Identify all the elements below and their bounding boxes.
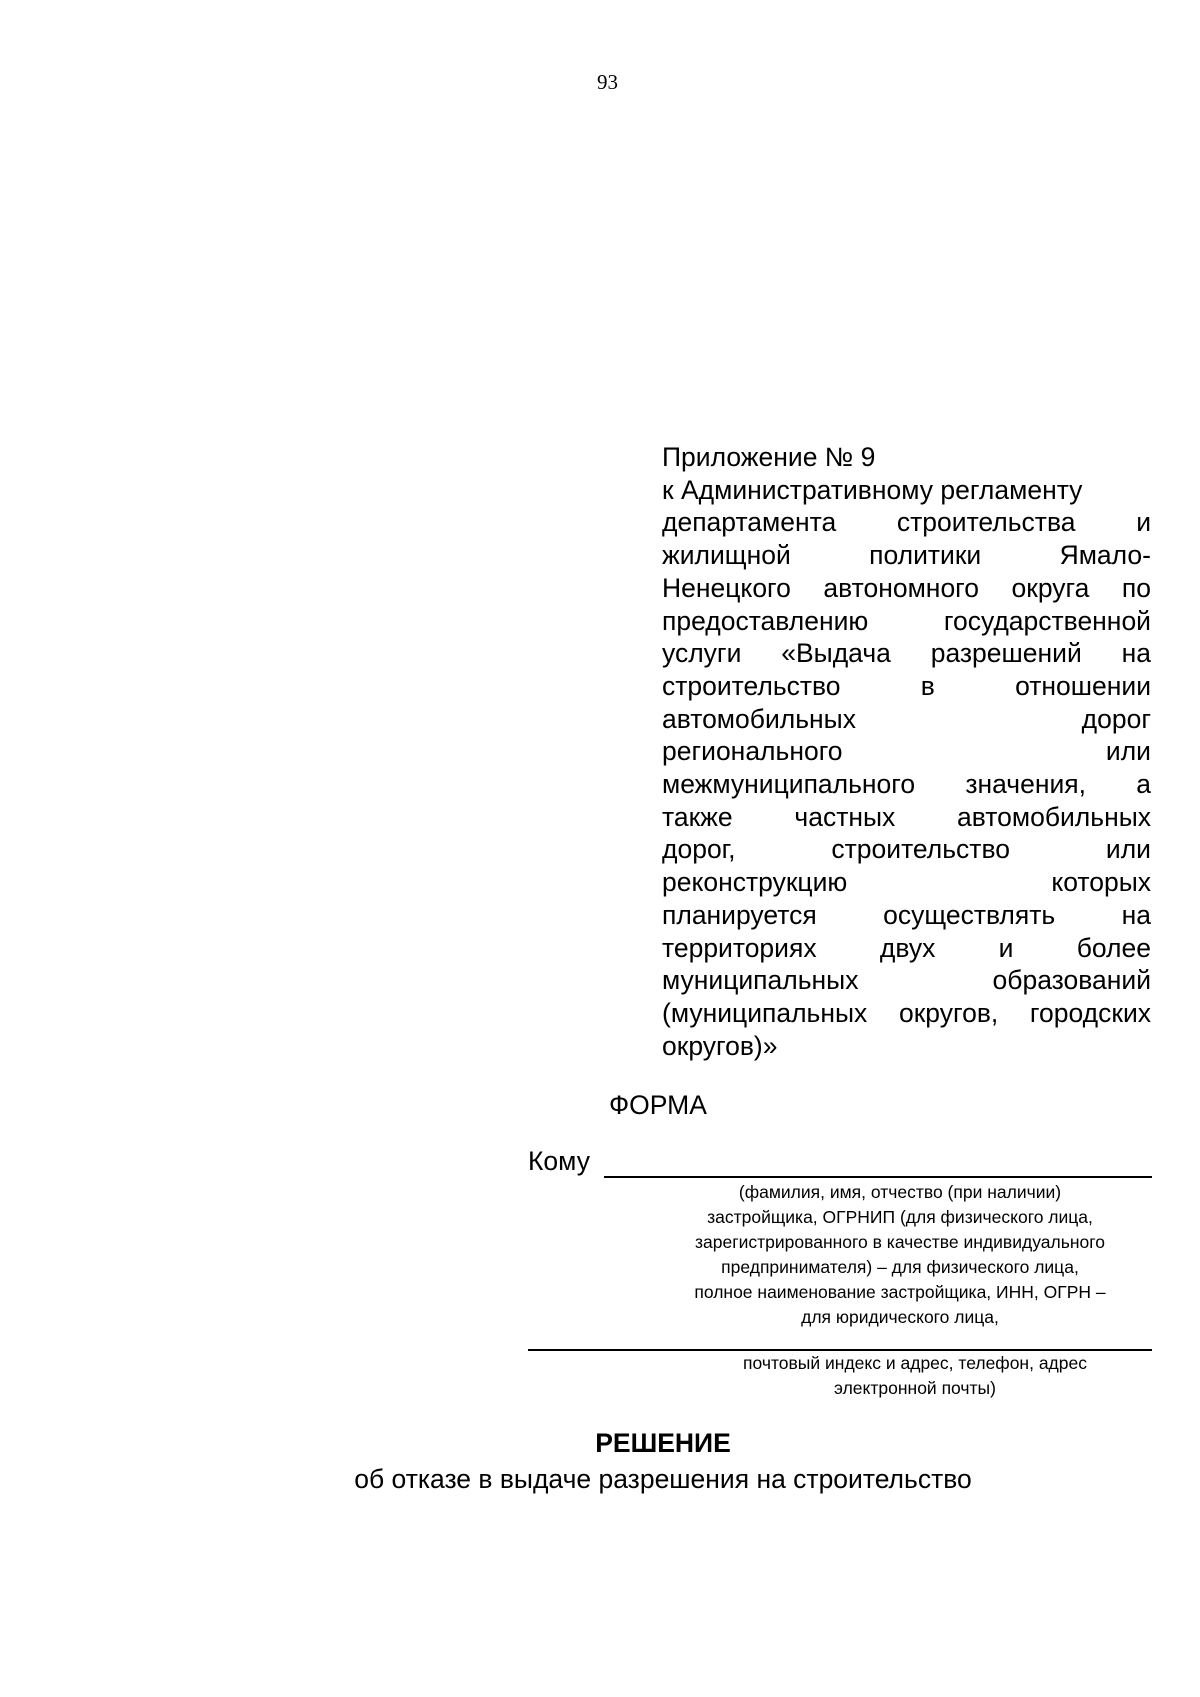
appendix-word: а (1136, 769, 1151, 800)
recipient-hint (650, 1180, 1150, 1330)
recipient-hint-line: (фамилия, имя, отчество (при наличии) (738, 1182, 1062, 1202)
appendix-word: которых (1051, 867, 1151, 898)
appendix-word: планируется (662, 899, 817, 930)
appendix-line: к Административному регламенту (662, 474, 1083, 505)
appendix-word: дорог (1081, 703, 1151, 734)
recipient-blank-line (604, 1176, 1152, 1178)
address-hint-line: почтовый индекс и адрес, телефон, адрес (743, 1353, 1087, 1373)
appendix-line (662, 964, 1151, 997)
appendix-word: Ненецкого (662, 572, 791, 603)
appendix-line (662, 506, 1151, 539)
appendix-word: государственной (943, 605, 1151, 636)
recipient-label: Кому (528, 1146, 590, 1176)
appendix-word: Ямало- (1059, 540, 1151, 571)
address-hint-line: электронной почты) (834, 1378, 996, 1398)
appendix-word: жилищной (662, 540, 791, 571)
appendix-word: межмуниципального (662, 769, 916, 800)
appendix-word: двух (879, 932, 936, 963)
appendix-word: отношении (1015, 670, 1151, 701)
recipient-hint-line: застройщика, ОГРНИП (для физического лица, (707, 1207, 1093, 1227)
appendix-word: также (662, 801, 733, 832)
appendix-word: осуществлять (883, 899, 1056, 930)
appendix-word: департамента (662, 507, 837, 538)
appendix-word: или (1105, 834, 1151, 865)
appendix-word: строительство (662, 670, 841, 701)
appendix-word: автономного (823, 572, 980, 603)
appendix-line (662, 572, 1151, 605)
appendix-line (662, 932, 1151, 965)
appendix-word: политики (869, 540, 982, 571)
appendix-word: частных (794, 801, 896, 832)
appendix-word: территориях (662, 932, 817, 963)
recipient-hint-line: полное наименование застройщика, ИНН, ОГРН – (694, 1282, 1106, 1302)
recipient-hint-line: зарегистрированного в качестве индивидуального (695, 1232, 1105, 1252)
appendix-line (662, 703, 1151, 736)
appendix-word: автомобильных (662, 703, 856, 734)
appendix-line (662, 997, 1151, 1030)
appendix-word: муниципальных (662, 965, 859, 996)
appendix-word: или (1105, 736, 1151, 767)
appendix-line: округов)» (662, 1030, 778, 1061)
form-label: ФОРМА (609, 1090, 707, 1120)
appendix-word: образований (992, 965, 1151, 996)
appendix-word: более (1076, 932, 1151, 963)
appendix-word: и (1136, 507, 1151, 538)
appendix-word: предоставлению (662, 605, 869, 636)
appendix-word: на (1121, 899, 1151, 930)
appendix-line (662, 735, 1151, 768)
appendix-word: регионального (662, 736, 843, 767)
appendix-word: и (998, 932, 1014, 963)
appendix-word: городских (1029, 997, 1151, 1028)
appendix-header (662, 441, 1151, 1062)
appendix-word: округов, (898, 997, 999, 1028)
appendix-word: автомобильных (957, 801, 1151, 832)
appendix-word: значения, (965, 769, 1086, 800)
appendix-word: округа (1011, 572, 1090, 603)
appendix-word: услуги (662, 638, 742, 669)
appendix-word: дорог, (662, 834, 736, 865)
decision-subtitle: об отказе в выдаче разрешения на строительство (354, 1464, 972, 1494)
appendix-line (662, 801, 1151, 834)
appendix-line (662, 637, 1151, 670)
appendix-word: на (1121, 638, 1151, 669)
appendix-word: реконструкцию (662, 867, 848, 898)
appendix-word: разрешений (930, 638, 1082, 669)
appendix-word: «Выдача (781, 638, 891, 669)
appendix-word: в (920, 670, 935, 701)
appendix-line (662, 539, 1151, 572)
page-number: 93 (597, 70, 618, 94)
appendix-line (662, 605, 1151, 638)
appendix-word: по (1121, 572, 1151, 603)
appendix-line (662, 768, 1151, 801)
appendix-word: (муниципальных (662, 997, 868, 1028)
appendix-line (662, 670, 1151, 703)
recipient-hint-line: предпринимателя) – для физического лица, (721, 1257, 1079, 1277)
appendix-word: строительство (831, 834, 1010, 865)
decision-title: РЕШЕНИЕ (595, 1428, 731, 1458)
appendix-line (662, 833, 1151, 866)
appendix-line: Приложение № 9 (662, 442, 876, 472)
address-hint (680, 1351, 1150, 1401)
appendix-line (662, 866, 1151, 899)
recipient-hint-line: для юридического лица, (801, 1307, 999, 1327)
appendix-word: строительства (896, 507, 1076, 538)
appendix-line (662, 899, 1151, 932)
